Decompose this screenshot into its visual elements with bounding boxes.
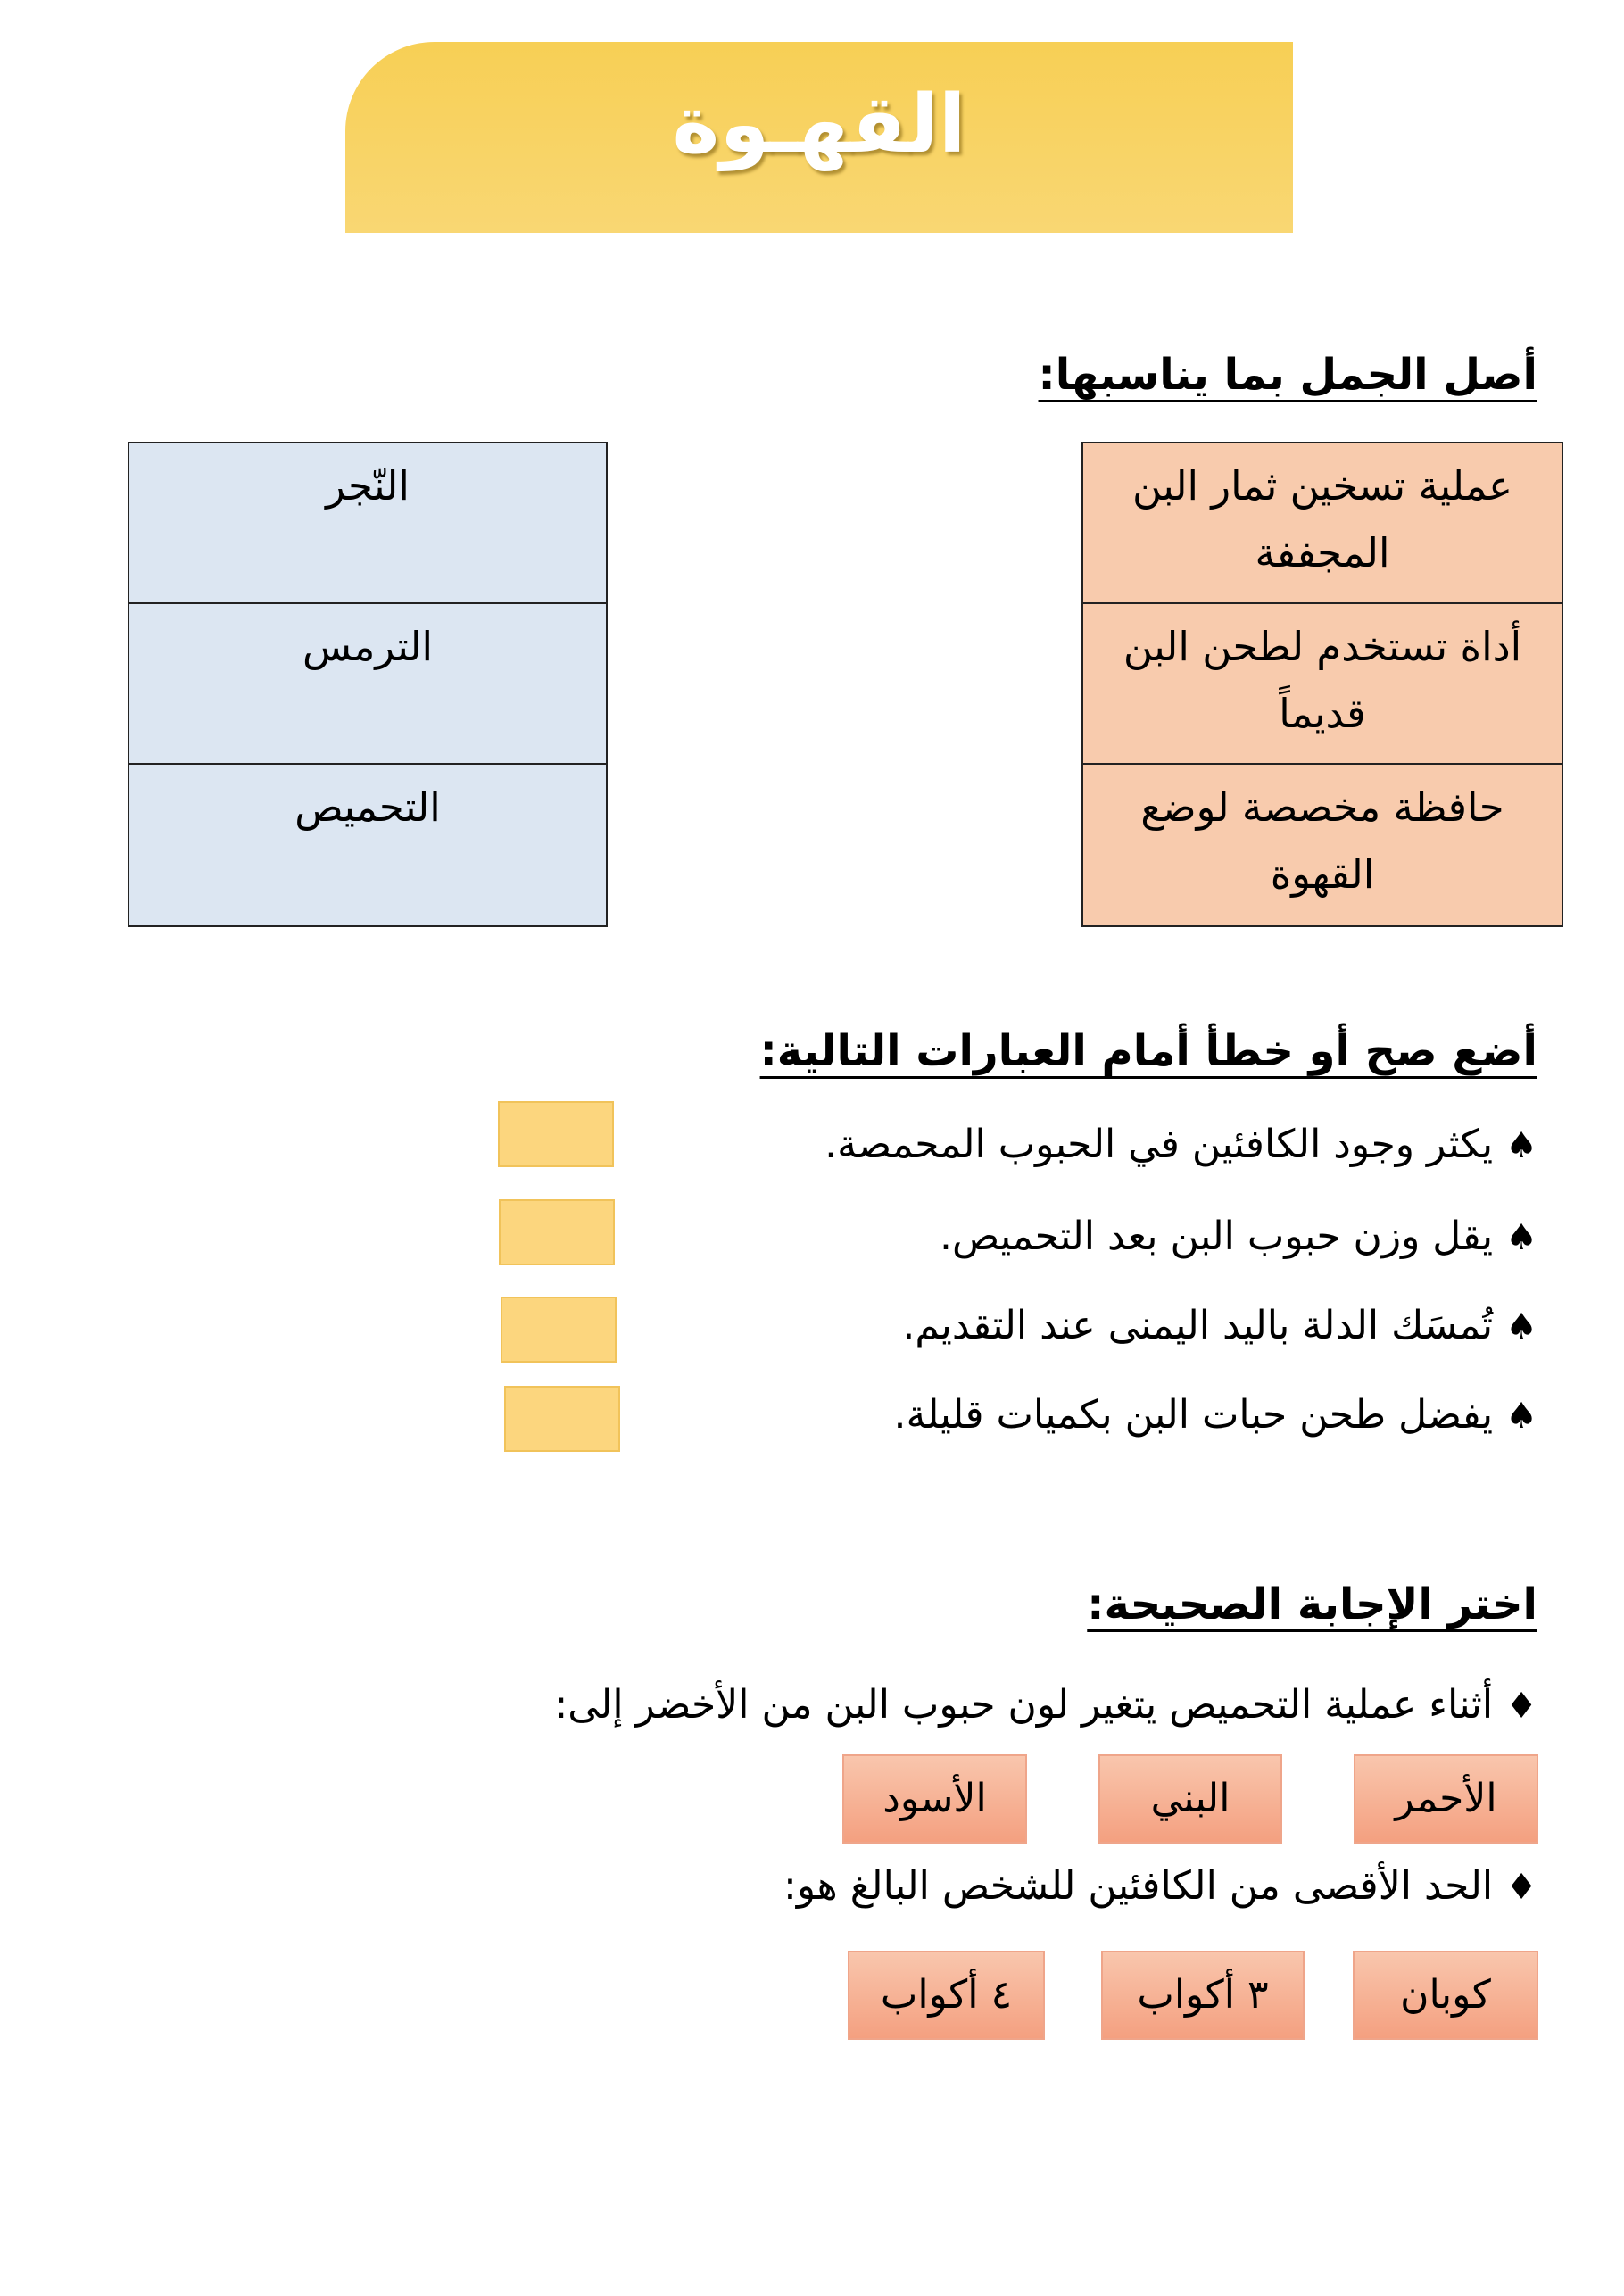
answer-box[interactable]	[498, 1101, 614, 1167]
statement-row	[902, 1303, 1537, 1348]
question-text: الحد الأقصى من الكافئين للشخص البالغ هو:	[783, 1863, 1494, 1909]
statement-row	[824, 1122, 1537, 1167]
statement-row	[940, 1214, 1537, 1259]
multiple-choice-heading: اختر الإجابة الصحيحة:	[1087, 1579, 1537, 1629]
option-button[interactable]: كوبان	[1353, 1951, 1538, 2040]
matching-definitions-column	[1081, 442, 1563, 927]
option-button[interactable]: الأسود	[842, 1754, 1027, 1844]
definition-cell[interactable]: عملية تسخين ثمار البن المجففة	[1083, 443, 1562, 604]
spade-bullet-icon: ♠	[1505, 1217, 1537, 1258]
spade-bullet-icon: ♠	[1505, 1125, 1537, 1166]
option-button[interactable]: البني	[1098, 1754, 1282, 1844]
diamond-bullet-icon: ♦	[1505, 1867, 1537, 1908]
definition-cell[interactable]: أداة تستخدم لطحن البن قديماً	[1083, 604, 1562, 765]
statement-text: يكثر وجود الكافئين في الحبوب المحمصة.	[824, 1122, 1494, 1167]
spade-bullet-icon: ♠	[1505, 1306, 1537, 1347]
statement-text: تُمسَك الدلة باليد اليمنى عند التقديم.	[902, 1303, 1494, 1348]
diamond-bullet-icon: ♦	[1505, 1686, 1537, 1727]
option-button[interactable]: ٤ أكواب	[848, 1951, 1045, 2040]
question-row	[554, 1682, 1537, 1728]
matching-terms-column	[128, 442, 608, 927]
statement-text: يقل وزن حبوب البن بعد التحميص.	[940, 1214, 1494, 1259]
matching-heading: أصل الجمل بما يناسبها:	[1038, 350, 1537, 400]
answer-box[interactable]	[501, 1297, 617, 1363]
question-row	[783, 1863, 1537, 1909]
true-false-heading: أضع صح أو خطأ أمام العبارات التالية:	[759, 1026, 1537, 1076]
option-button[interactable]: ٣ أكواب	[1101, 1951, 1305, 2040]
definition-cell[interactable]: حافظة مخصصة لوضع القهوة	[1140, 783, 1504, 898]
question-text: أثناء عملية التحميص يتغير لون حبوب البن من الأخضر إلى:	[554, 1682, 1494, 1728]
statement-row	[893, 1392, 1537, 1438]
spade-bullet-icon: ♠	[1505, 1396, 1537, 1437]
statement-text: يفضل طحن حبات البن بكميات قليلة.	[893, 1392, 1494, 1438]
term-cell[interactable]: النّجر	[129, 443, 606, 604]
term-cell[interactable]: التحميص	[294, 783, 441, 831]
term-cell[interactable]: الترمس	[129, 604, 606, 765]
answer-box[interactable]	[504, 1386, 620, 1452]
page-title: القهـوة	[672, 78, 966, 171]
answer-box[interactable]	[499, 1199, 615, 1265]
title-banner	[345, 42, 1293, 233]
option-button[interactable]: الأحمر	[1354, 1754, 1538, 1844]
